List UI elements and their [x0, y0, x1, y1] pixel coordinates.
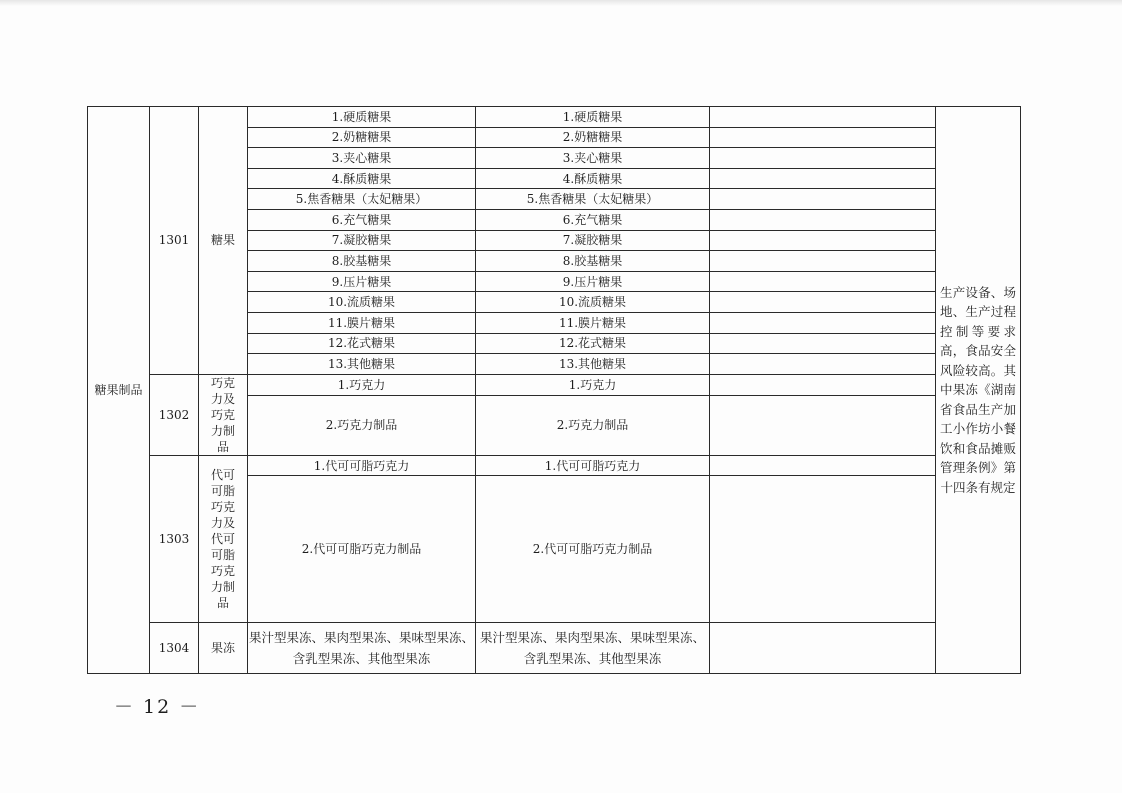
item-cell: 6.充气糖果 — [248, 209, 476, 230]
category-cell: 糖果制品 — [88, 107, 150, 674]
empty-cell — [710, 107, 936, 128]
item-cell: 10.流质糖果 — [248, 292, 476, 313]
item-cell: 5.焦香糖果（太妃糖果） — [476, 189, 710, 210]
item-cell: 3.夹心糖果 — [476, 148, 710, 169]
empty-cell — [710, 333, 936, 354]
empty-cell — [710, 168, 936, 189]
empty-cell — [710, 251, 936, 272]
item-cell: 8.胶基糖果 — [476, 251, 710, 272]
empty-cell — [710, 127, 936, 148]
item-cell: 5.焦香糖果（太妃糖果） — [248, 189, 476, 210]
item-cell: 8.胶基糖果 — [248, 251, 476, 272]
item-cell: 1.代可可脂巧克力 — [248, 455, 476, 476]
code-cell: 1301 — [150, 107, 199, 375]
empty-cell — [710, 476, 936, 623]
item-cell: 4.酥质糖果 — [248, 168, 476, 189]
empty-cell — [710, 189, 936, 210]
empty-cell — [710, 312, 936, 333]
subcategory-cell: 代可可脂巧克力及代可可脂巧克力制品 — [199, 455, 248, 623]
item-cell: 2.代可可脂巧克力制品 — [248, 476, 476, 623]
empty-cell — [710, 271, 936, 292]
item-cell: 2.代可可脂巧克力制品 — [476, 476, 710, 623]
table-row — [88, 623, 1021, 674]
empty-cell — [710, 623, 936, 674]
table-row — [88, 107, 1021, 128]
item-cell: 6.充气糖果 — [476, 209, 710, 230]
code-cell: 1304 — [150, 623, 199, 674]
empty-cell — [710, 230, 936, 251]
table-row — [88, 455, 1021, 476]
item-cell: 11.膜片糖果 — [248, 312, 476, 333]
item-cell: 2.巧克力制品 — [476, 395, 710, 455]
item-cell: 12.花式糖果 — [476, 333, 710, 354]
code-cell: 1302 — [150, 374, 199, 455]
item-cell: 3.夹心糖果 — [248, 148, 476, 169]
table-row — [88, 374, 1021, 395]
empty-cell — [710, 148, 936, 169]
subcategory-cell: 果冻 — [199, 623, 248, 674]
item-cell: 13.其他糖果 — [248, 354, 476, 375]
item-cell: 7.凝胶糖果 — [476, 230, 710, 251]
scan-edge — [0, 0, 1122, 6]
food-category-table — [87, 106, 1021, 674]
item-cell: 1.硬质糖果 — [248, 107, 476, 128]
item-cell: 12.花式糖果 — [248, 333, 476, 354]
item-cell: 4.酥质糖果 — [476, 168, 710, 189]
item-cell: 1.巧克力 — [476, 374, 710, 395]
item-cell: 1.巧克力 — [248, 374, 476, 395]
empty-cell — [710, 292, 936, 313]
item-cell: 2.巧克力制品 — [248, 395, 476, 455]
remark-cell: 生产设备、场地、生产过程控制等要求高，食品安全风险较高。其中果冻《湖南省食品生产加工小作坊小餐饮和食品摊贩管理条例》第十四条有规定 — [936, 107, 1021, 674]
subcategory-cell: 巧克力及巧克力制品 — [199, 374, 248, 455]
empty-cell — [710, 455, 936, 476]
item-cell: 13.其他糖果 — [476, 354, 710, 375]
item-cell: 2.奶糖糖果 — [248, 127, 476, 148]
item-cell: 9.压片糖果 — [476, 271, 710, 292]
empty-cell — [710, 209, 936, 230]
empty-cell — [710, 395, 936, 455]
item-cell: 果汁型果冻、果肉型果冻、果味型果冻、含乳型果冻、其他型果冻 — [476, 623, 710, 674]
item-cell: 果汁型果冻、果肉型果冻、果味型果冻、含乳型果冻、其他型果冻 — [248, 623, 476, 674]
code-cell: 1303 — [150, 455, 199, 623]
item-cell: 1.硬质糖果 — [476, 107, 710, 128]
empty-cell — [710, 374, 936, 395]
item-cell: 2.奶糖糖果 — [476, 127, 710, 148]
empty-cell — [710, 354, 936, 375]
item-cell: 9.压片糖果 — [248, 271, 476, 292]
item-cell: 7.凝胶糖果 — [248, 230, 476, 251]
item-cell: 1.代可可脂巧克力 — [476, 455, 710, 476]
page-number: － 12 － — [114, 696, 201, 718]
item-cell: 10.流质糖果 — [476, 292, 710, 313]
subcategory-cell: 糖果 — [199, 107, 248, 375]
item-cell: 11.膜片糖果 — [476, 312, 710, 333]
